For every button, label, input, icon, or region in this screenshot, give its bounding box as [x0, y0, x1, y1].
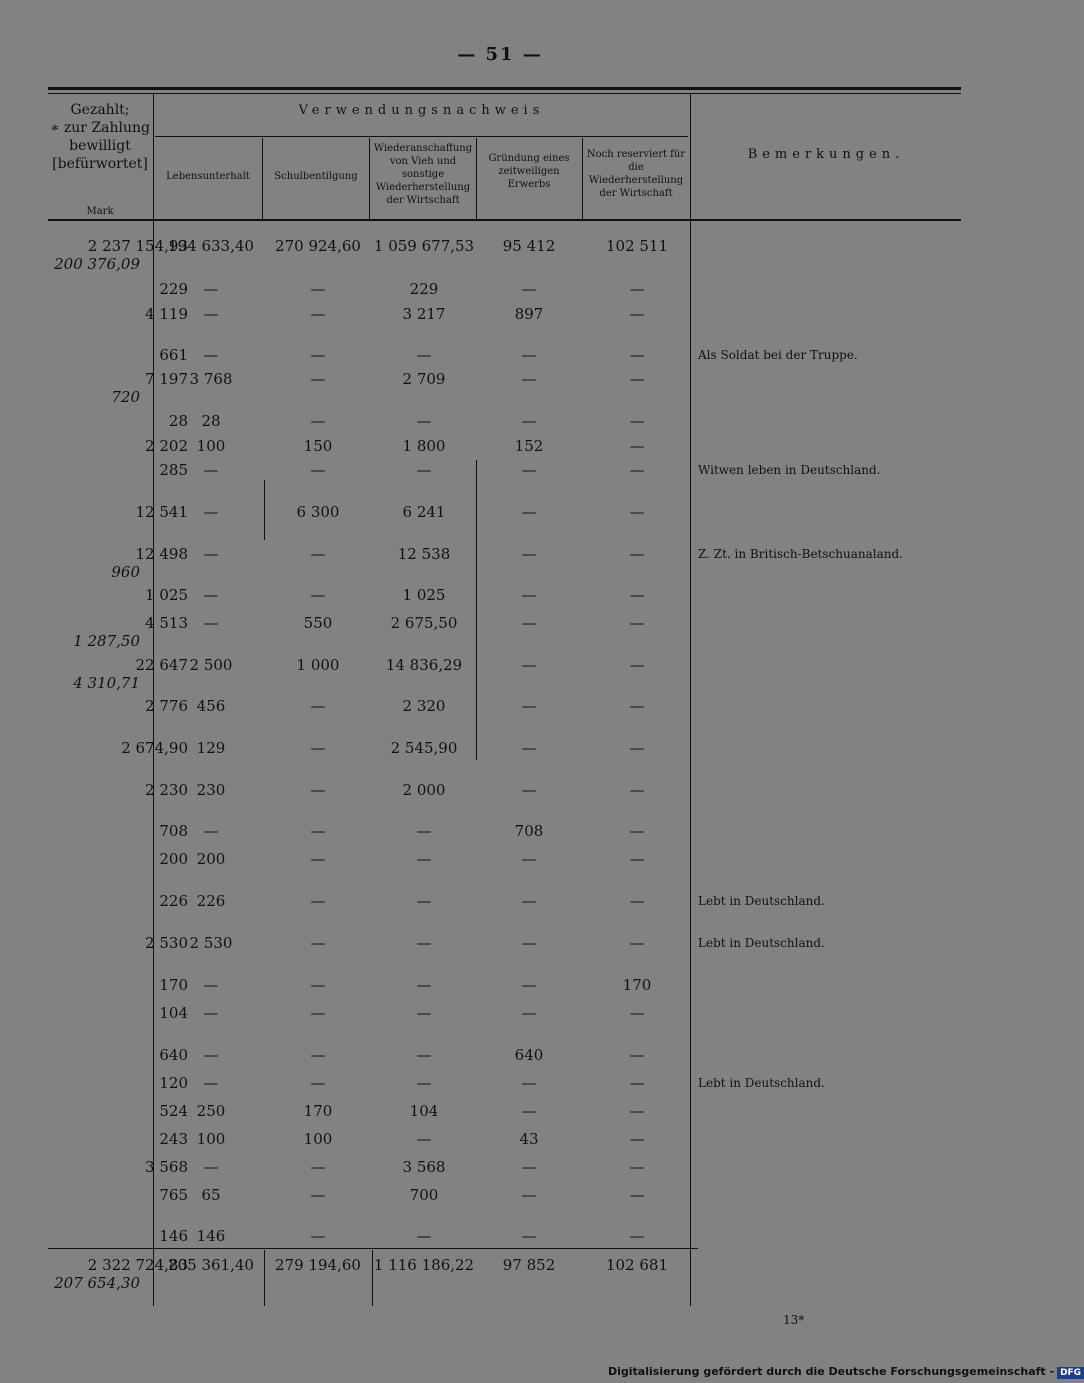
total-paid-cell: 2 322 724,83 — [87, 1256, 188, 1274]
c4-cell: — — [521, 739, 537, 757]
approved-cell: 200 376,09 — [54, 255, 140, 273]
c1-cell: 2 500 — [189, 656, 233, 674]
table-row — [48, 1130, 961, 1150]
paid-cell: 2 230 — [145, 781, 188, 799]
c1-cell: — — [203, 1074, 219, 1092]
c1-cell: — — [203, 976, 219, 994]
c5-cell: — — [629, 1102, 645, 1120]
table-row — [48, 1102, 961, 1122]
c1-cell: 200 — [196, 850, 226, 868]
c4-cell: — — [521, 1102, 537, 1120]
c1-cell: 230 — [196, 781, 226, 799]
paid-cell: 4 119 — [145, 305, 188, 323]
c2-cell: 170 — [303, 1102, 333, 1120]
table-row — [48, 656, 961, 692]
c2-cell: 1 000 — [296, 656, 340, 674]
paid-cell: 2 237 154,93 — [87, 237, 188, 255]
table-row — [48, 503, 961, 523]
digitization-credit — [608, 1365, 1084, 1379]
table-row — [48, 614, 961, 650]
c3-cell: 2 545,90 — [390, 739, 458, 757]
paid-cell: 3 568 — [145, 1158, 188, 1176]
c3-cell: — — [416, 892, 432, 910]
c2-cell: — — [310, 1158, 326, 1176]
remark-cell: Witwen leben in Deutschland. — [698, 463, 881, 477]
c5-cell: — — [629, 656, 645, 674]
c4-cell: 43 — [519, 1130, 539, 1148]
c3-cell: — — [416, 1004, 432, 1022]
group-underline — [155, 136, 688, 137]
c5-cell: — — [629, 1227, 645, 1245]
top-rule-thin — [48, 93, 961, 94]
paid-cell: 200 — [159, 850, 188, 868]
c5-cell: 170 — [622, 976, 652, 994]
c5-cell: — — [629, 822, 645, 840]
c5-cell: — — [629, 850, 645, 868]
paid-cell: 661 — [159, 346, 188, 364]
c3-cell: 3 217 — [402, 305, 446, 323]
c4-cell: — — [521, 850, 537, 868]
paid-header — [48, 101, 152, 173]
paid-cell: 226 — [159, 892, 188, 910]
paid-cell: 765 — [159, 1186, 188, 1204]
c4-cell: — — [521, 934, 537, 952]
header-rule — [48, 219, 961, 221]
paid-header-line: Gezahlt; — [70, 102, 130, 118]
c4-cell: — — [521, 346, 537, 364]
c2-cell: — — [310, 586, 326, 604]
total-c1-cell: 205 361,40 — [168, 1256, 254, 1274]
c3-cell: 2 709 — [402, 370, 446, 388]
table-row — [48, 1074, 961, 1094]
total-c4-cell: 97 852 — [502, 1256, 556, 1274]
c4-cell: — — [521, 892, 537, 910]
paid-cell: 2 674,90 — [121, 739, 188, 757]
column-divider — [476, 138, 477, 220]
c2-cell: — — [310, 1074, 326, 1092]
paid-cell: 12 541 — [135, 503, 188, 521]
c2-cell: 550 — [303, 614, 333, 632]
table-row — [48, 1158, 961, 1178]
table-row — [48, 1186, 961, 1206]
paid-cell: 104 — [159, 1004, 188, 1022]
c1-cell: — — [203, 280, 219, 298]
c1-cell: 129 — [196, 739, 226, 757]
total-c2-cell: 279 194,60 — [275, 1256, 361, 1274]
unit-header: Mark — [86, 206, 114, 217]
c5-cell: — — [629, 437, 645, 455]
c1-cell: — — [203, 1158, 219, 1176]
paid-cell: 170 — [159, 976, 188, 994]
c1-cell: 28 — [201, 412, 221, 430]
table-row — [48, 892, 961, 912]
c5-cell: — — [629, 545, 645, 563]
c5-cell: — — [629, 1158, 645, 1176]
table-row — [48, 1004, 961, 1024]
table-row — [48, 545, 961, 581]
c3-cell: — — [416, 461, 432, 479]
table-row — [48, 305, 961, 325]
column-divider — [582, 138, 583, 220]
c3-cell: 1 025 — [402, 586, 446, 604]
c2-cell: — — [310, 412, 326, 430]
c1-cell: — — [203, 1004, 219, 1022]
c2-cell: — — [310, 739, 326, 757]
c2-cell: — — [310, 822, 326, 840]
c3-cell: 6 241 — [402, 503, 446, 521]
c4-cell: — — [521, 280, 537, 298]
paid-header-line: ∗ zur Zahlung — [49, 120, 151, 136]
c3-cell: 700 — [409, 1186, 439, 1204]
col5-header: Noch reserviert für die Wiederherstellung der Wirtschaft — [586, 149, 686, 199]
c2-cell: — — [310, 1186, 326, 1204]
c5-cell: — — [629, 346, 645, 364]
paid-cell: 1 025 — [145, 586, 188, 604]
remark-cell: Z. Zt. in Britisch-Betschuanaland. — [698, 547, 903, 561]
c1-cell: 2 530 — [189, 934, 233, 952]
c2-cell: — — [310, 850, 326, 868]
table-row — [48, 461, 961, 481]
total-rule — [48, 1248, 698, 1249]
table-row — [48, 697, 961, 717]
col3-header: Wiederanschaffung von Vieh und sonstige Wiederherstellung der Wirtschaft — [373, 143, 473, 206]
c5-cell: — — [629, 1074, 645, 1092]
table-row — [48, 739, 961, 759]
total-approved-cell: 207 654,30 — [54, 1274, 140, 1292]
c5-cell: — — [629, 305, 645, 323]
paid-cell: 229 — [159, 280, 188, 298]
c3-cell: — — [416, 1074, 432, 1092]
c3-cell: — — [416, 976, 432, 994]
c5-cell: — — [629, 412, 645, 430]
c3-cell: 1 059 677,53 — [373, 237, 475, 255]
c4-cell: — — [521, 586, 537, 604]
c4-cell: — — [521, 1004, 537, 1022]
c3-cell: — — [416, 412, 432, 430]
c5-cell: — — [629, 586, 645, 604]
c2-cell: 150 — [303, 437, 333, 455]
table-row — [48, 370, 961, 406]
table-row — [48, 280, 961, 300]
c5-cell: — — [629, 1046, 645, 1064]
c1-cell: — — [203, 503, 219, 521]
c3-cell: 229 — [409, 280, 439, 298]
paid-cell: 2 202 — [145, 437, 188, 455]
paid-cell: 12 498 — [135, 545, 188, 563]
paid-header-line: bewilligt — [69, 138, 131, 154]
c3-cell: — — [416, 1046, 432, 1064]
c1-cell: 3 768 — [189, 370, 233, 388]
c1-cell: — — [203, 461, 219, 479]
c5-cell: — — [629, 892, 645, 910]
c2-cell: — — [310, 697, 326, 715]
remark-cell: Lebt in Deutschland. — [698, 894, 825, 908]
column-divider — [369, 138, 370, 220]
c2-cell: — — [310, 934, 326, 952]
c2-cell: — — [310, 280, 326, 298]
c4-cell: 708 — [514, 822, 544, 840]
c1-cell: 146 — [196, 1227, 226, 1245]
paid-cell: 285 — [159, 461, 188, 479]
remark-cell: Lebt in Deutschland. — [698, 936, 825, 950]
totals-row — [48, 1256, 961, 1292]
paid-cell: 120 — [159, 1074, 188, 1092]
c1-cell: 65 — [201, 1186, 221, 1204]
c2-cell: — — [310, 370, 326, 388]
c2-cell: — — [310, 976, 326, 994]
table-row — [48, 822, 961, 842]
c4-cell: — — [521, 1074, 537, 1092]
c3-cell: — — [416, 1227, 432, 1245]
paid-cell: 146 — [159, 1227, 188, 1245]
total-c5-cell: 102 681 — [605, 1256, 669, 1274]
footer-mark: 13* — [783, 1313, 805, 1327]
c2-cell: — — [310, 346, 326, 364]
c1-cell: 100 — [196, 437, 226, 455]
c4-cell: — — [521, 412, 537, 430]
col2-header: Schulbentilgung — [274, 171, 358, 182]
table-row — [48, 586, 961, 606]
c5-cell: — — [629, 461, 645, 479]
table-row — [48, 781, 961, 801]
c3-cell: 2 000 — [402, 781, 446, 799]
c1-cell: 456 — [196, 697, 226, 715]
c4-cell: — — [521, 545, 537, 563]
table-row — [48, 412, 961, 432]
c3-cell: 104 — [409, 1102, 439, 1120]
c1-cell: 226 — [196, 892, 226, 910]
paid-cell: 2 530 — [145, 934, 188, 952]
c3-cell: 2 320 — [402, 697, 446, 715]
paid-cell: 708 — [159, 822, 188, 840]
c1-cell: 250 — [196, 1102, 226, 1120]
table-row — [48, 934, 961, 954]
c4-cell: — — [521, 503, 537, 521]
page-number: — 51 — — [457, 44, 543, 65]
c2-cell: 6 300 — [296, 503, 340, 521]
credit-text: Digitalisierung gefördert durch die Deutsche Forschungsgemeinschaft - — [608, 1365, 1055, 1378]
c4-cell: — — [521, 1158, 537, 1176]
approved-cell: 1 287,50 — [73, 632, 140, 650]
table-row — [48, 237, 961, 273]
c3-cell: 3 568 — [402, 1158, 446, 1176]
c1-cell: — — [203, 586, 219, 604]
c5-cell: — — [629, 934, 645, 952]
c1-cell: 100 — [196, 1130, 226, 1148]
c4-cell: — — [521, 370, 537, 388]
c1-cell: — — [203, 545, 219, 563]
c5-cell: — — [629, 697, 645, 715]
c2-cell: — — [310, 1046, 326, 1064]
dfg-logo: DFG — [1057, 1367, 1084, 1379]
table-row — [48, 850, 961, 870]
c4-cell: 152 — [514, 437, 544, 455]
approved-cell: 720 — [111, 388, 140, 406]
table-row — [48, 976, 961, 996]
table-row — [48, 437, 961, 457]
c4-cell: — — [521, 697, 537, 715]
c3-cell: — — [416, 822, 432, 840]
paid-header-line: [befürwortet] — [52, 156, 148, 172]
c1-cell: — — [203, 346, 219, 364]
c4-cell: — — [521, 1227, 537, 1245]
total-c3-cell: 1 116 186,22 — [373, 1256, 475, 1274]
c2-cell: — — [310, 305, 326, 323]
remark-cell: Lebt in Deutschland. — [698, 1076, 825, 1090]
c4-cell: 640 — [514, 1046, 544, 1064]
remark-cell: Als Soldat bei der Truppe. — [698, 348, 858, 362]
paid-cell: 2 776 — [145, 697, 188, 715]
paid-cell: 7 197 — [145, 370, 188, 388]
col4-header: Gründung eines zeitweiligen Erwerbs — [488, 153, 570, 190]
c5-cell: — — [629, 280, 645, 298]
table-row — [48, 346, 961, 366]
approved-cell: 4 310,71 — [73, 674, 140, 692]
c4-cell: — — [521, 656, 537, 674]
c3-cell: 2 675,50 — [390, 614, 458, 632]
c5-cell: — — [629, 739, 645, 757]
c3-cell: 14 836,29 — [385, 656, 463, 674]
c1-cell: — — [203, 305, 219, 323]
c2-cell: 270 924,60 — [275, 237, 361, 255]
paid-cell: 22 647 — [135, 656, 188, 674]
paid-cell: 243 — [159, 1130, 188, 1148]
c1-cell: — — [203, 1046, 219, 1064]
c3-cell: 12 538 — [397, 545, 451, 563]
c5-cell: — — [629, 781, 645, 799]
c4-cell: — — [521, 1186, 537, 1204]
c2-cell: 100 — [303, 1130, 333, 1148]
c1-cell: — — [203, 822, 219, 840]
c5-cell: — — [629, 1186, 645, 1204]
c1-cell: 194 633,40 — [168, 237, 254, 255]
paid-cell: 524 — [159, 1102, 188, 1120]
table-row — [48, 1046, 961, 1066]
c3-cell: — — [416, 346, 432, 364]
paid-cell: 28 — [168, 412, 188, 430]
c3-cell: — — [416, 934, 432, 952]
c3-cell: 1 800 — [402, 437, 446, 455]
c3-cell: — — [416, 1130, 432, 1148]
c4-cell: 897 — [514, 305, 544, 323]
paid-cell: 640 — [159, 1046, 188, 1064]
c2-cell: — — [310, 545, 326, 563]
col1-header: Lebensunterhalt — [166, 171, 250, 182]
c1-cell: — — [203, 614, 219, 632]
c5-cell: — — [629, 1004, 645, 1022]
c3-cell: — — [416, 850, 432, 868]
c4-cell: — — [521, 461, 537, 479]
c4-cell: — — [521, 614, 537, 632]
table-row — [48, 1227, 961, 1247]
top-rule — [48, 87, 961, 90]
approved-cell: 960 — [111, 563, 140, 581]
c2-cell: — — [310, 461, 326, 479]
column-divider — [262, 138, 263, 220]
c5-cell: — — [629, 370, 645, 388]
c2-cell: — — [310, 781, 326, 799]
c2-cell: — — [310, 892, 326, 910]
c5-cell: 102 511 — [605, 237, 669, 255]
c4-cell: — — [521, 976, 537, 994]
remarks-header: Bemerkungen. — [747, 147, 905, 162]
c4-cell: — — [521, 781, 537, 799]
c5-cell: — — [629, 1130, 645, 1148]
c2-cell: — — [310, 1227, 326, 1245]
group-header: Verwendungsnachweis — [298, 103, 545, 118]
c4-cell: 95 412 — [502, 237, 556, 255]
paid-cell: 4 513 — [145, 614, 188, 632]
c5-cell: — — [629, 503, 645, 521]
c5-cell: — — [629, 614, 645, 632]
c2-cell: — — [310, 1004, 326, 1022]
